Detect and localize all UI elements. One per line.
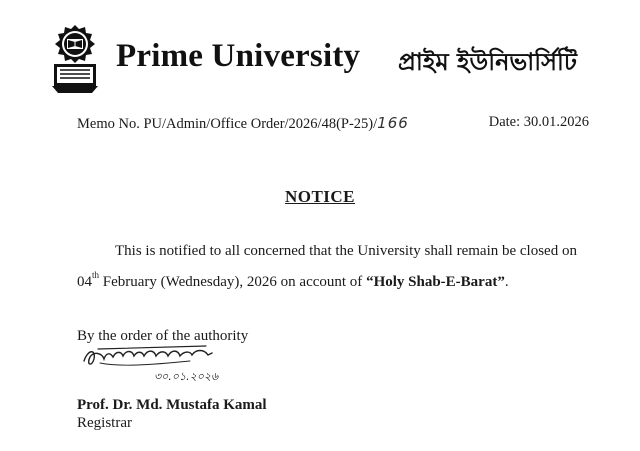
- line-end: .: [504, 274, 509, 290]
- university-name-bengali: প্রাইম ইউনিভার্সিটি: [398, 48, 577, 76]
- by-order-line: By the order of the authority: [77, 328, 249, 344]
- closure-day: 04: [77, 274, 92, 290]
- memo-number-handwritten: 166: [377, 114, 409, 132]
- notice-body-line-1: This is notified to all concerned that the University shall remain be closed on: [115, 243, 577, 259]
- university-crest-icon: [52, 24, 98, 94]
- notice-body-line-2: [77, 272, 509, 291]
- signature-date: ৩০.০১.২০২৬: [154, 370, 219, 383]
- occasion-name: “Holy Shab-E-Barat”: [366, 274, 505, 290]
- memo-number: [77, 114, 409, 133]
- handwritten-signature: [80, 343, 260, 385]
- closure-date-text: February (Wednesday), 2026 on account of: [99, 274, 367, 290]
- day-suffix: th: [92, 270, 100, 280]
- memo-date: Date: 30.01.2026: [488, 114, 589, 130]
- signer-title: Registrar: [77, 415, 132, 431]
- signer-name: Prof. Dr. Md. Mustafa Kamal: [77, 397, 267, 413]
- memo-number-printed: Memo No. PU/Admin/Office Order/2026/48(P-25)/: [77, 116, 378, 132]
- notice-title: NOTICE: [284, 187, 356, 206]
- university-name-english: Prime University: [116, 38, 361, 74]
